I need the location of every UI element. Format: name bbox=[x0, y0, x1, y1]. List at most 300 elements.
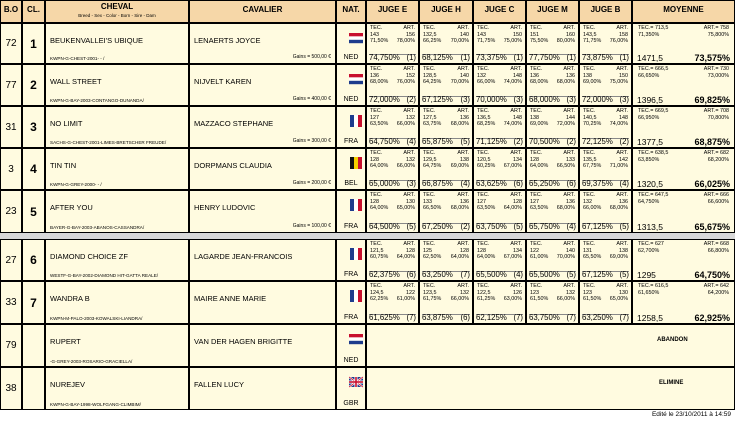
score-labels bbox=[423, 283, 469, 290]
art-percent: 72,00% bbox=[556, 121, 575, 128]
judge-percent: 62,125% bbox=[476, 313, 507, 323]
rider-cell bbox=[189, 367, 336, 410]
art-label: ART. bbox=[703, 283, 716, 289]
judge-total bbox=[422, 54, 470, 62]
art-percent: 66,50% bbox=[556, 163, 575, 170]
judge-score-cell bbox=[473, 23, 526, 64]
art-label: ART. bbox=[403, 283, 415, 289]
judge-percent: 64,750% bbox=[369, 137, 400, 147]
art-label: ART. bbox=[457, 108, 469, 114]
art-points: 150 bbox=[513, 31, 522, 38]
rider-name: VAN DER HAGEN BRIGITTE bbox=[194, 337, 293, 346]
art-points: 140 bbox=[460, 31, 469, 38]
score-points bbox=[583, 32, 628, 39]
judge-score-cell bbox=[419, 148, 473, 190]
score-points bbox=[370, 32, 415, 39]
mean-total bbox=[637, 315, 730, 322]
horse-cell bbox=[45, 148, 189, 190]
score-labels bbox=[530, 150, 575, 157]
header-bo: B.O bbox=[0, 0, 22, 23]
art-points: 142 bbox=[619, 156, 628, 163]
score-labels bbox=[370, 283, 415, 290]
score-percents bbox=[423, 254, 469, 261]
art-percent: 80,00% bbox=[556, 38, 575, 45]
tec-points: 128,5 bbox=[423, 72, 437, 79]
score-percents bbox=[477, 254, 522, 261]
fra-flag-icon bbox=[349, 198, 363, 212]
mean-tec-percent: 61,650% bbox=[638, 289, 660, 296]
tec-label: TEC. bbox=[638, 192, 651, 198]
judge-rank: (4) bbox=[460, 179, 470, 189]
score-percents bbox=[370, 79, 415, 86]
tec-points: 128 bbox=[477, 247, 486, 254]
tec-points: 138 bbox=[583, 72, 592, 79]
tec-label: TEC. bbox=[477, 66, 490, 72]
art-label: ART. bbox=[457, 241, 469, 247]
judge-rank: (1) bbox=[566, 53, 576, 63]
horse-pedigree: KWPN-G-CHEST-2001- - / bbox=[50, 56, 105, 61]
score-labels bbox=[370, 241, 415, 248]
art-percent: 66,00% bbox=[396, 163, 415, 170]
score-percents bbox=[530, 79, 575, 86]
judge-rank: (2) bbox=[619, 137, 629, 147]
tec-label: TEC. bbox=[423, 66, 436, 72]
rider-name: MAZZACO STEPHANE bbox=[194, 119, 274, 128]
score-points bbox=[583, 157, 628, 164]
mean-art-percent: 64,200% bbox=[707, 289, 729, 296]
score-percents bbox=[477, 79, 522, 86]
art-percent: 68,00% bbox=[450, 121, 469, 128]
judge-rank: (1) bbox=[513, 53, 523, 63]
tec-label: TEC. bbox=[530, 66, 543, 72]
edit-timestamp: Edité le 23/10/2011 à 14:59 bbox=[651, 411, 731, 418]
result-row bbox=[0, 148, 735, 190]
art-points: 152 bbox=[406, 72, 415, 79]
mean-percents bbox=[638, 32, 729, 39]
score-labels bbox=[530, 192, 575, 199]
tec-points: 132 bbox=[477, 72, 486, 79]
judge-score-cell bbox=[526, 190, 579, 233]
average-cell bbox=[632, 64, 735, 106]
mean-tec-points: 666,5 bbox=[654, 66, 669, 72]
art-percent: 63,00% bbox=[503, 296, 522, 303]
tec-label: TEC. bbox=[583, 283, 596, 289]
mean-tec-percent: 64,750% bbox=[638, 198, 660, 205]
bo-cell: 33 bbox=[0, 281, 22, 324]
horse-cell bbox=[45, 106, 189, 148]
art-percent: 69,00% bbox=[609, 254, 628, 261]
mean-percents bbox=[638, 115, 729, 122]
art-points: 128 bbox=[406, 247, 415, 254]
judge-percent: 65,500% bbox=[529, 270, 560, 280]
tec-percent: 66,25% bbox=[423, 38, 442, 45]
judge-rank: (5) bbox=[406, 222, 416, 232]
horse-pedigree: WESTF-G-BAY-2002-DIAMOND HIT-GATTA REALE/ bbox=[50, 273, 159, 278]
judge-total bbox=[369, 223, 416, 231]
prize-money: Gains = 100,00 € bbox=[292, 223, 331, 229]
score-labels bbox=[423, 192, 469, 199]
tec-points: 125 bbox=[423, 247, 432, 254]
tec-label: TEC. bbox=[370, 66, 383, 72]
tec-points: 133 bbox=[423, 198, 432, 205]
table-header bbox=[0, 0, 735, 23]
rank-cell bbox=[22, 367, 45, 410]
score-points bbox=[477, 290, 522, 297]
judge-score-cell bbox=[419, 239, 473, 281]
art-points: 132 bbox=[406, 114, 415, 121]
judge-percent: 68,125% bbox=[422, 53, 453, 63]
art-percent: 70,00% bbox=[556, 254, 575, 261]
tec-percent: 69,00% bbox=[530, 121, 549, 128]
score-points bbox=[530, 157, 575, 164]
mean-total bbox=[637, 139, 730, 146]
score-points bbox=[370, 157, 415, 164]
nation-code: FRA bbox=[344, 314, 358, 321]
judge-percent: 73,375% bbox=[476, 53, 507, 63]
score-labels bbox=[423, 108, 469, 115]
horse-pedigree: KWPN-M-PALO-2003-KOWALSKI-LIANDRA/ bbox=[50, 316, 143, 321]
tec-label: TEC. bbox=[370, 192, 383, 198]
final-percent: 64,750% bbox=[694, 270, 730, 281]
score-labels bbox=[530, 108, 575, 115]
rider-cell bbox=[189, 64, 336, 106]
tec-label: TEC. bbox=[530, 241, 543, 247]
mean-tec-points: 647,5 bbox=[654, 192, 669, 198]
tec-label: TEC. bbox=[370, 283, 383, 289]
art-points: 126 bbox=[513, 289, 522, 296]
judge-percent: 64,500% bbox=[369, 222, 400, 232]
judge-rank: (6) bbox=[406, 270, 416, 280]
horse-cell bbox=[45, 190, 189, 233]
art-label: ART. bbox=[616, 108, 628, 114]
mean-percents bbox=[638, 73, 729, 80]
judge-percent: 61,625% bbox=[369, 313, 400, 323]
tec-percent: 63,50% bbox=[530, 205, 549, 212]
average-cell bbox=[632, 239, 735, 281]
score-points bbox=[423, 157, 469, 164]
mean-art-percent: 75,800% bbox=[707, 31, 729, 38]
judge-score-cell bbox=[473, 281, 526, 324]
header-cheval-label: CHEVAL bbox=[100, 2, 134, 11]
rank-cell: 6 bbox=[22, 239, 45, 281]
score-points bbox=[477, 32, 522, 39]
mean-points bbox=[638, 25, 729, 32]
tec-points: 128 bbox=[530, 156, 539, 163]
judge-percent: 72,000% bbox=[582, 95, 613, 105]
art-percent: 64,00% bbox=[450, 254, 469, 261]
tec-label: TEC. bbox=[370, 108, 383, 114]
mean-art-points: 642 bbox=[720, 283, 729, 289]
score-labels bbox=[477, 25, 522, 32]
horse-name: NO LIMIT bbox=[50, 119, 83, 128]
header-cheval bbox=[45, 0, 189, 23]
mean-art-points: 730 bbox=[720, 66, 729, 72]
horse-pedigree: BAYER-G-BAY-2003-ABANOS-CASSANDRA/ bbox=[50, 225, 145, 230]
score-labels bbox=[583, 283, 628, 290]
tec-percent: 66,00% bbox=[583, 205, 602, 212]
art-label: ART. bbox=[510, 241, 522, 247]
score-labels bbox=[370, 66, 415, 73]
judge-rank: (5) bbox=[619, 270, 629, 280]
score-points bbox=[530, 32, 575, 39]
art-label: ART. bbox=[457, 66, 469, 72]
final-percent: 62,925% bbox=[694, 313, 730, 324]
ned-flag-icon bbox=[349, 332, 363, 346]
mean-tec-points: 616,5 bbox=[654, 283, 669, 289]
tec-points: 127,5 bbox=[423, 114, 437, 121]
header-moyenne: MOYENNE bbox=[632, 0, 735, 23]
tec-label: TEC. bbox=[423, 192, 436, 198]
tec-percent: 64,00% bbox=[477, 254, 496, 261]
score-points bbox=[583, 73, 628, 80]
judge-percent: 70,000% bbox=[476, 95, 507, 105]
score-percents bbox=[583, 254, 628, 261]
total-points: 1396,5 bbox=[637, 95, 663, 106]
tec-points: 127 bbox=[530, 198, 539, 205]
tec-label: TEC. bbox=[477, 241, 490, 247]
tec-points: 127 bbox=[477, 198, 486, 205]
mean-art: ART.= 758 bbox=[703, 25, 729, 31]
mean-total bbox=[637, 272, 730, 279]
score-labels bbox=[477, 108, 522, 115]
art-points: 144 bbox=[566, 114, 575, 121]
judge-percent: 69,375% bbox=[582, 179, 613, 189]
score-percents bbox=[477, 121, 522, 128]
score-percents bbox=[477, 205, 522, 212]
rider-cell bbox=[189, 239, 336, 281]
tec-points: 143 bbox=[477, 31, 486, 38]
score-percents bbox=[583, 121, 628, 128]
tec-label: TEC. bbox=[638, 150, 651, 156]
art-points: 130 bbox=[406, 198, 415, 205]
horse-name: BEUKENVALLEI'S UBIQUE bbox=[50, 36, 143, 45]
bel-flag-icon bbox=[349, 156, 363, 170]
judge-score-cell bbox=[419, 106, 473, 148]
tec-points: 132,5 bbox=[423, 31, 437, 38]
score-percents bbox=[423, 38, 469, 45]
art-percent: 78,00% bbox=[396, 38, 415, 45]
judge-total bbox=[582, 180, 629, 188]
score-points bbox=[583, 290, 628, 297]
tec-points: 123 bbox=[530, 289, 539, 296]
score-points bbox=[530, 290, 575, 297]
art-points: 133 bbox=[566, 156, 575, 163]
art-label: ART. bbox=[510, 108, 522, 114]
judge-total bbox=[582, 54, 629, 62]
judge-total bbox=[529, 314, 576, 322]
mean-total bbox=[637, 97, 730, 104]
nation-cell bbox=[336, 239, 366, 281]
score-labels bbox=[583, 25, 628, 32]
nation-cell bbox=[336, 281, 366, 324]
judge-total bbox=[582, 96, 629, 104]
score-points bbox=[477, 157, 522, 164]
mean-art-points: 668 bbox=[720, 241, 729, 247]
art-label: ART. bbox=[703, 150, 716, 156]
mean-tec: TEC.= 616,5 bbox=[638, 283, 669, 289]
header-cheval-sub: Breed - Sex - Color - Born - Sire - Dam bbox=[78, 13, 156, 18]
tec-label: TEC. bbox=[583, 241, 596, 247]
tec-label: TEC. bbox=[423, 108, 436, 114]
horse-cell bbox=[45, 64, 189, 106]
judge-rank: (3) bbox=[406, 179, 416, 189]
judge-score-cell bbox=[366, 106, 419, 148]
mean-tec: TEC.= 713,5 bbox=[638, 25, 669, 31]
judge-total bbox=[422, 223, 470, 231]
art-points: 136 bbox=[460, 114, 469, 121]
mean-percents bbox=[638, 290, 729, 297]
tec-points: 131 bbox=[583, 247, 592, 254]
tec-points: 136 bbox=[530, 72, 539, 79]
rider-name: LAGARDE JEAN-FRANCOIS bbox=[194, 252, 293, 261]
score-labels bbox=[370, 192, 415, 199]
judge-rank: (1) bbox=[619, 53, 629, 63]
judge-percent: 77,750% bbox=[529, 53, 560, 63]
rider-name: DORPMANS CLAUDIA bbox=[194, 161, 272, 170]
judge-total bbox=[476, 96, 523, 104]
art-points: 132 bbox=[566, 289, 575, 296]
tec-points: 122 bbox=[530, 247, 539, 254]
prize-money: Gains = 500,00 € bbox=[292, 54, 331, 60]
score-points bbox=[423, 73, 469, 80]
score-labels bbox=[370, 25, 415, 32]
art-percent: 76,00% bbox=[609, 38, 628, 45]
judge-percent: 65,750% bbox=[529, 222, 560, 232]
nation-cell bbox=[336, 367, 366, 410]
score-percents bbox=[530, 205, 575, 212]
nation-code: GBR bbox=[343, 400, 359, 407]
art-points: 122 bbox=[406, 289, 415, 296]
judge-rank: (6) bbox=[513, 179, 523, 189]
tec-percent: 64,00% bbox=[370, 205, 389, 212]
horse-name: RUPERT bbox=[50, 337, 81, 346]
rider-cell bbox=[189, 106, 336, 148]
art-label: ART. bbox=[510, 66, 522, 72]
score-points bbox=[423, 32, 469, 39]
horse-cell bbox=[45, 239, 189, 281]
nation-code: FRA bbox=[344, 138, 358, 145]
fra-flag-icon bbox=[349, 247, 363, 261]
score-percents bbox=[530, 163, 575, 170]
tec-label: TEC. bbox=[638, 66, 651, 72]
art-percent: 75,00% bbox=[609, 79, 628, 86]
judge-score-cell bbox=[366, 148, 419, 190]
judge-total bbox=[582, 314, 629, 322]
art-percent: 67,00% bbox=[503, 163, 522, 170]
nation-code: NED bbox=[343, 54, 359, 61]
art-label: ART. bbox=[563, 192, 575, 198]
judge-score-cell bbox=[579, 64, 632, 106]
score-labels bbox=[477, 66, 522, 73]
art-percent: 75,00% bbox=[503, 38, 522, 45]
judge-score-cell bbox=[473, 64, 526, 106]
score-labels bbox=[423, 66, 469, 73]
judge-total bbox=[422, 96, 470, 104]
mean-art-points: 666 bbox=[720, 192, 729, 198]
judge-total bbox=[582, 271, 629, 279]
art-points: 160 bbox=[566, 31, 575, 38]
result-row bbox=[0, 239, 735, 281]
tec-percent: 67,75% bbox=[583, 163, 602, 170]
art-percent: 64,00% bbox=[503, 205, 522, 212]
judge-total bbox=[529, 223, 576, 231]
judge-total bbox=[369, 314, 416, 322]
mean-total bbox=[637, 181, 730, 188]
total-points: 1471,5 bbox=[637, 53, 663, 64]
art-label: ART. bbox=[457, 192, 469, 198]
average-cell bbox=[632, 281, 735, 324]
bo-cell: 3 bbox=[0, 148, 22, 190]
art-points: 136 bbox=[566, 72, 575, 79]
judge-score-cell bbox=[526, 106, 579, 148]
horse-pedigree: -G-GREY-2003-ROSARIO-GRACIELLA/ bbox=[50, 359, 133, 364]
judge-rank: (4) bbox=[513, 270, 523, 280]
final-percent: 73,575% bbox=[694, 53, 730, 64]
art-percent: 76,00% bbox=[396, 79, 415, 86]
bo-cell: 27 bbox=[0, 239, 22, 281]
tec-label: TEC. bbox=[583, 25, 596, 31]
judge-rank: (4) bbox=[406, 137, 416, 147]
header-cl: CL. bbox=[22, 0, 45, 23]
judge-rank: (3) bbox=[513, 95, 523, 105]
judge-score-cell bbox=[366, 190, 419, 233]
art-label: ART. bbox=[563, 25, 575, 31]
result-row bbox=[0, 190, 735, 233]
tec-points: 121,5 bbox=[370, 247, 384, 254]
tec-points: 132 bbox=[583, 198, 592, 205]
score-points bbox=[370, 73, 415, 80]
art-label: ART. bbox=[616, 66, 628, 72]
score-labels bbox=[370, 108, 415, 115]
art-points: 136 bbox=[460, 198, 469, 205]
art-percent: 70,00% bbox=[450, 38, 469, 45]
score-labels bbox=[583, 66, 628, 73]
judge-score-cell bbox=[579, 106, 632, 148]
tec-label: TEC. bbox=[583, 66, 596, 72]
result-row bbox=[0, 367, 735, 410]
mean-art-percent: 66,800% bbox=[707, 247, 729, 254]
mean-points bbox=[638, 241, 729, 248]
mean-art: ART.= 666 bbox=[703, 192, 729, 198]
art-label: ART. bbox=[563, 241, 575, 247]
nation-cell bbox=[336, 190, 366, 233]
judge-percent: 72,000% bbox=[369, 95, 400, 105]
mean-art: ART.= 642 bbox=[703, 283, 729, 289]
art-label: ART. bbox=[616, 25, 628, 31]
mean-points bbox=[638, 283, 729, 290]
score-labels bbox=[530, 25, 575, 32]
rider-cell bbox=[189, 281, 336, 324]
art-percent: 66,00% bbox=[556, 296, 575, 303]
bo-cell: 31 bbox=[0, 106, 22, 148]
result-row bbox=[0, 281, 735, 324]
fra-flag-icon bbox=[349, 289, 363, 303]
art-label: ART. bbox=[403, 108, 415, 114]
rider-cell bbox=[189, 148, 336, 190]
score-points bbox=[477, 73, 522, 80]
tec-points: 135,5 bbox=[583, 156, 597, 163]
judge-rank: (3) bbox=[619, 95, 629, 105]
tec-label: TEC. bbox=[477, 283, 490, 289]
tec-percent: 64,00% bbox=[370, 163, 389, 170]
rider-name: MAIRE ANNE MARIE bbox=[194, 294, 267, 303]
tec-percent: 68,25% bbox=[477, 121, 496, 128]
art-percent: 74,00% bbox=[503, 121, 522, 128]
score-points bbox=[423, 248, 469, 255]
rank-cell: 2 bbox=[22, 64, 45, 106]
header-juge-b: JUGE B bbox=[579, 0, 632, 23]
art-label: ART. bbox=[563, 283, 575, 289]
